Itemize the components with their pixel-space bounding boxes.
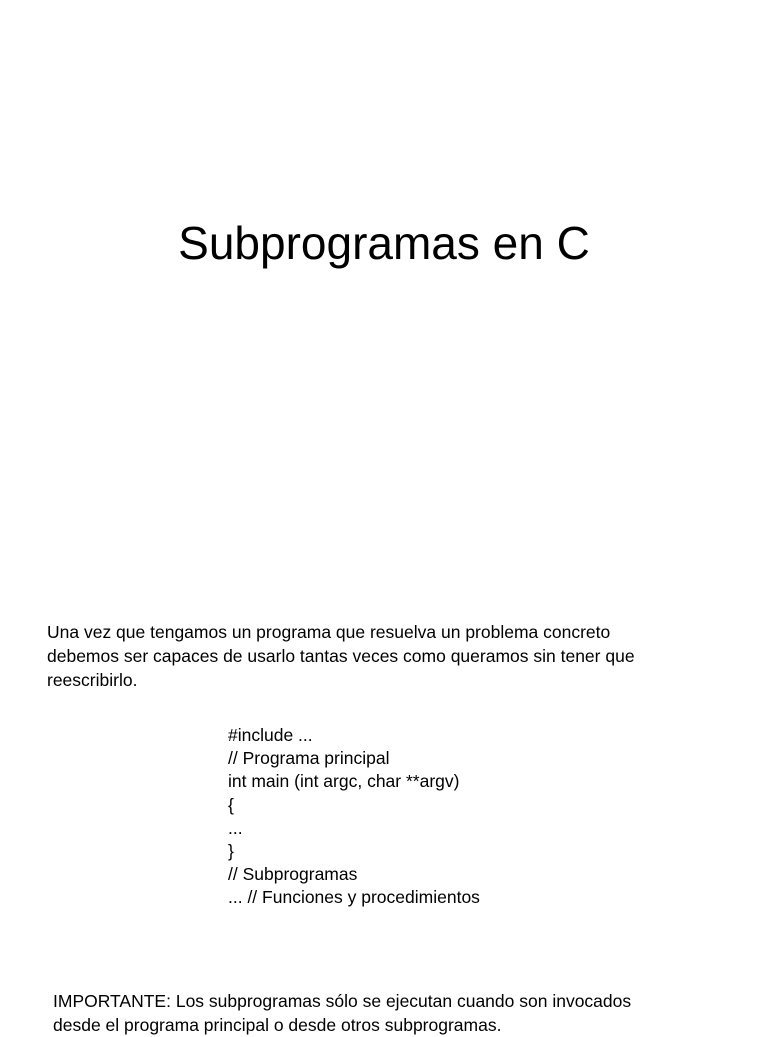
code-line: int main (int argc, char **argv) [228,771,460,792]
code-line: // Subprogramas [228,864,358,885]
important-note [53,989,753,1037]
intro-line: reescribirlo. [47,670,138,690]
code-line: // Programa principal [228,748,390,769]
code-line: ... [228,817,243,838]
page-title: Subprogramas en C [178,217,590,269]
intro-line: Una vez que tengamos un programa que resuelva un problema concreto [47,622,611,642]
intro-paragraph [47,620,747,692]
code-line: #include ... [228,725,313,745]
code-example [228,724,480,910]
code-line: { [228,794,234,815]
code-line: } [228,841,234,862]
intro-line: debemos ser capaces de usarlo tantas veces como queramos sin tener que [47,646,635,666]
important-line: IMPORTANTE: Los subprogramas sólo se ejecutan cuando son invocados [53,991,632,1011]
important-line: desde el programa principal o desde otros subprogramas. [53,1015,502,1035]
code-line: ... // Funciones y procedimientos [228,887,480,908]
